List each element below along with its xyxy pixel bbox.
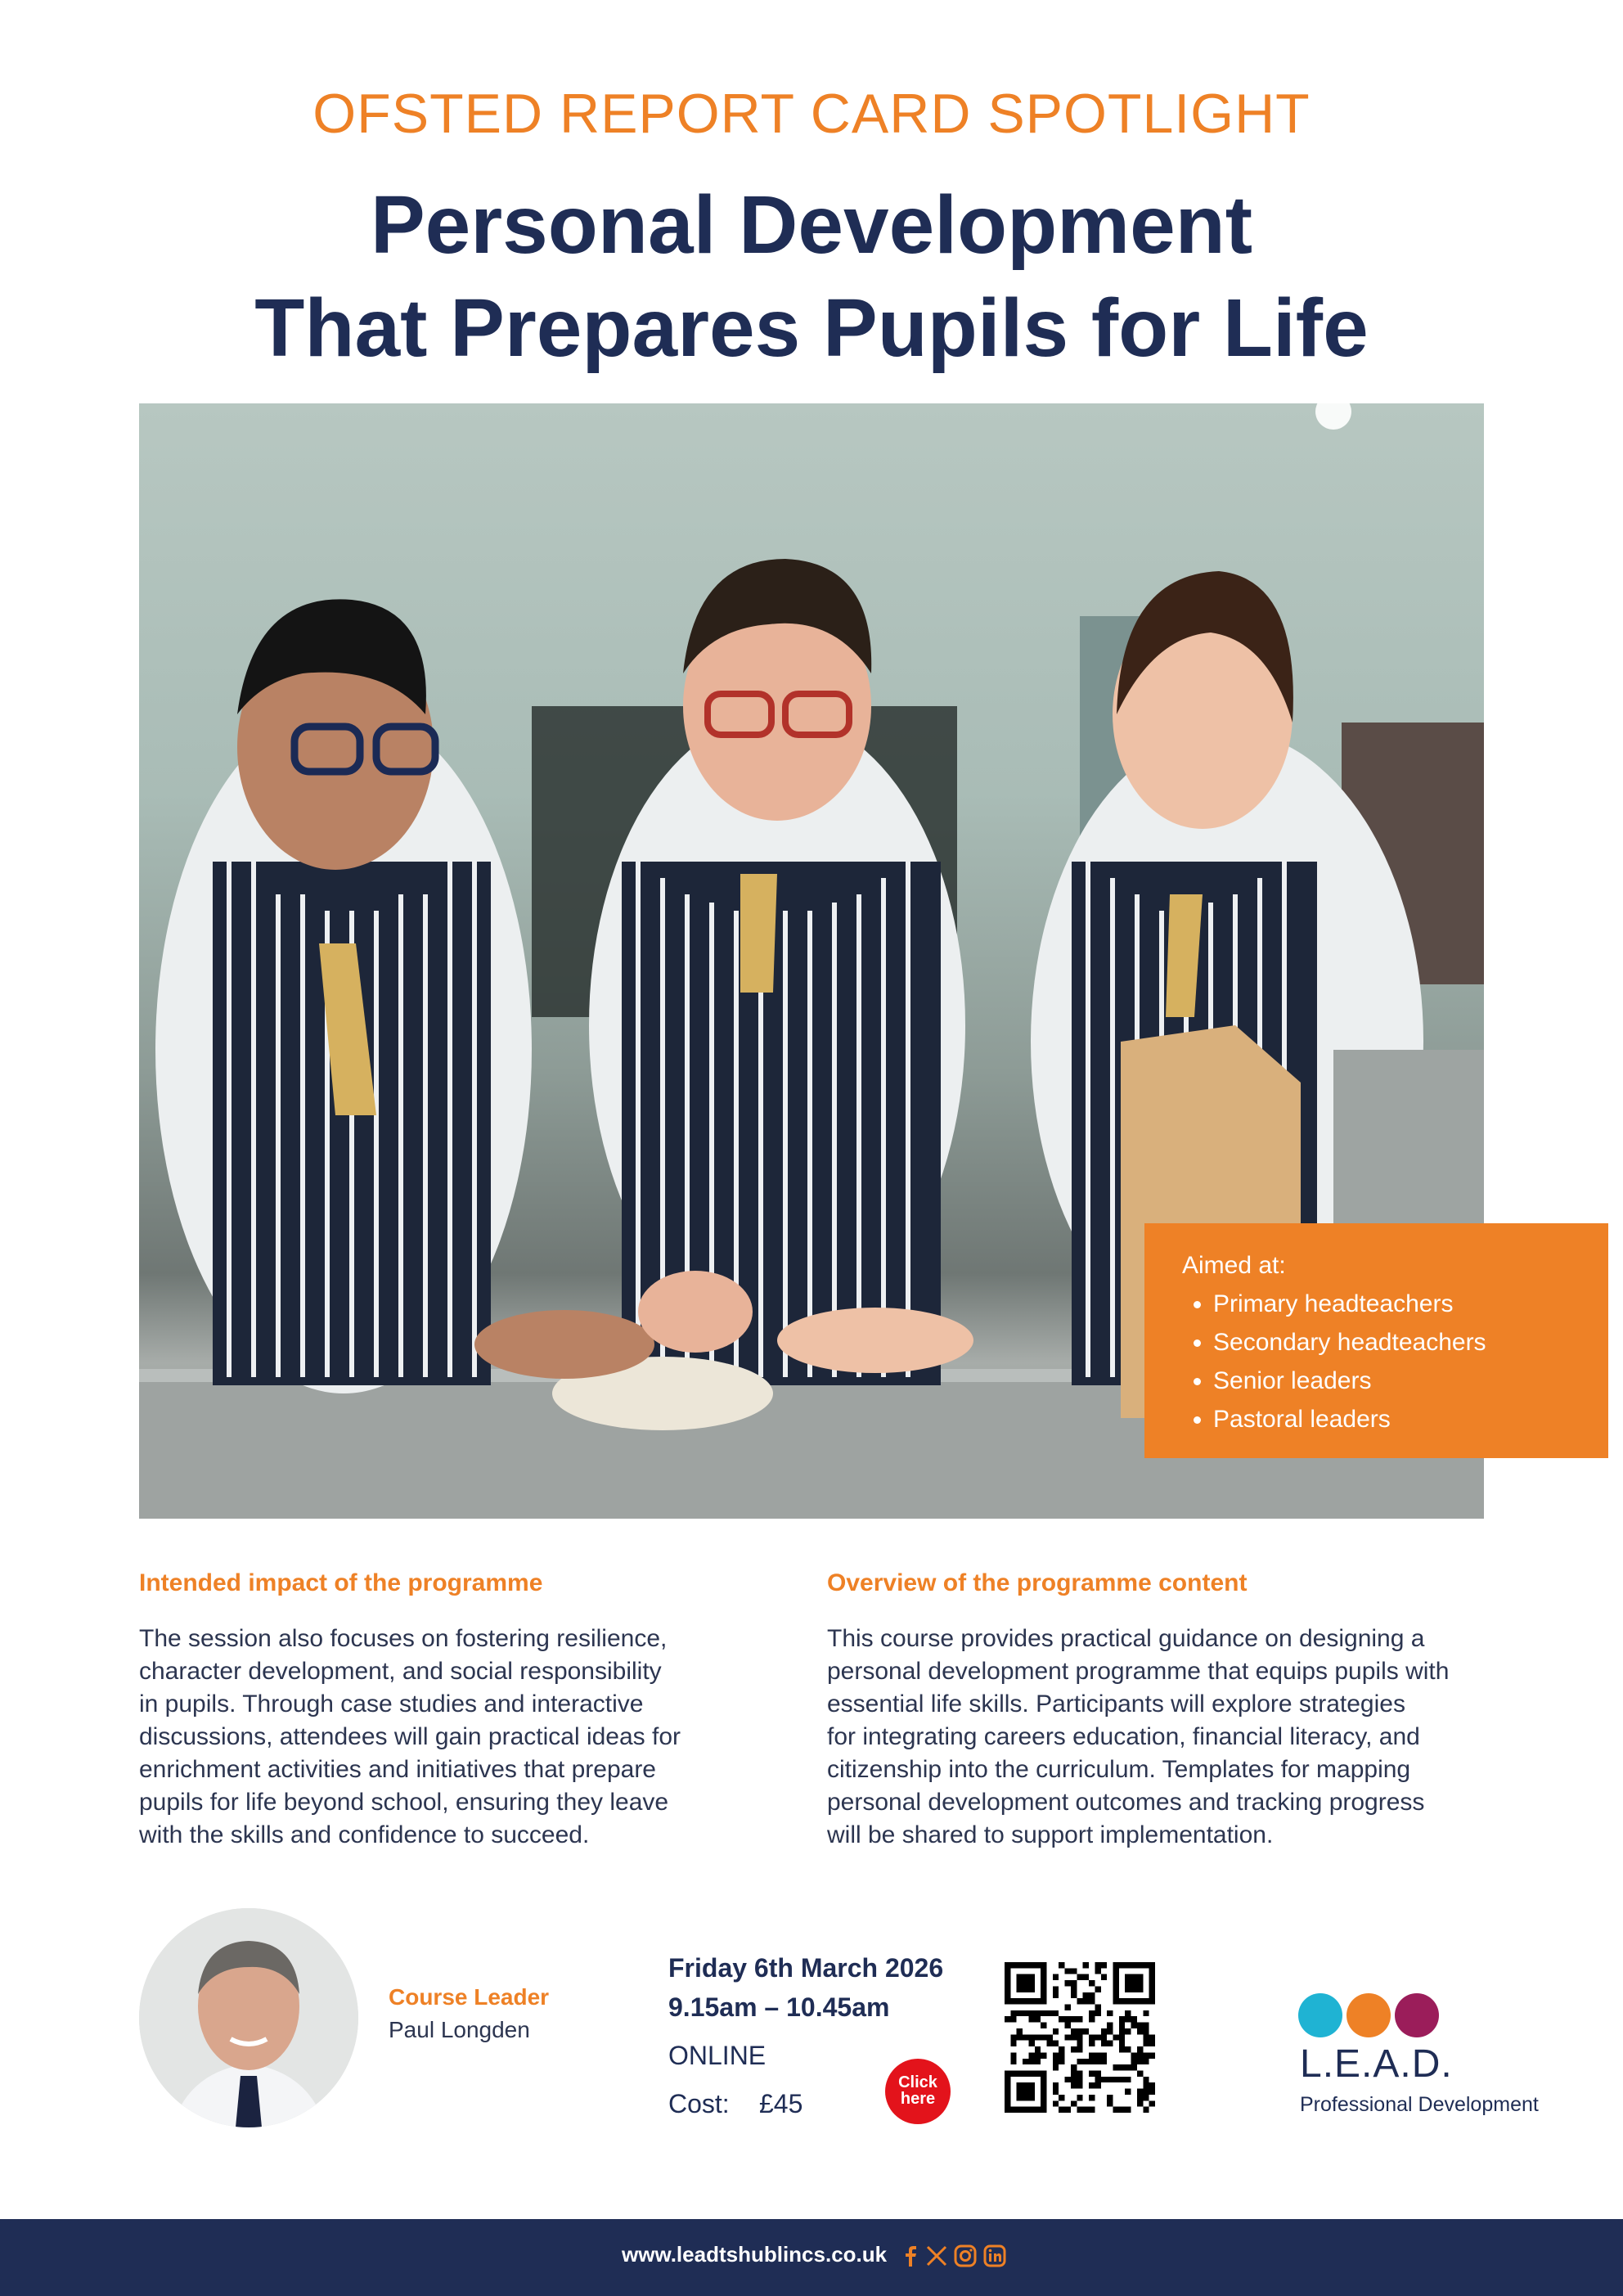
event-time: 9.15am – 10.45am	[668, 1992, 890, 2022]
click-here-line-2: here	[900, 2090, 936, 2108]
aimed-at-heading: Aimed at:	[1182, 1252, 1286, 1279]
overview-line: essential life skills. Participants will explore strategies	[827, 1690, 1405, 1717]
cost-label: Cost:	[668, 2089, 730, 2118]
impact-heading: Intended impact of the programme	[139, 1569, 543, 1596]
overview-line: will be shared to support implementation.	[827, 1821, 1274, 1848]
overview-line: This course provides practical guidance on designing a	[827, 1625, 1425, 1652]
title-line-2: That Prepares Pupils for Life	[254, 282, 1369, 374]
click-here-line-1: Click	[898, 2073, 937, 2091]
overview-body	[827, 1623, 1498, 1852]
footer-website-link[interactable]: www.leadtshublincs.co.uk	[622, 2242, 888, 2267]
overview-heading: Overview of the programme content	[827, 1569, 1248, 1596]
impact-line: The session also focuses on fostering resilience,	[139, 1625, 668, 1652]
event-date: Friday 6th March 2026	[668, 1953, 944, 1983]
impact-line: with the skills and confidence to succeed.	[139, 1821, 590, 1848]
footer-bar	[0, 2219, 1623, 2296]
overview-line: personal development outcomes and tracking progress	[827, 1789, 1425, 1816]
qr-code-icon[interactable]	[1005, 1962, 1155, 2113]
x-icon[interactable]	[924, 2244, 949, 2268]
course-leader-label: Course Leader	[389, 1984, 550, 2010]
impact-body	[139, 1623, 769, 1852]
aimed-at-list	[1182, 1285, 1608, 1438]
course-leader-name: Paul Longden	[389, 2017, 530, 2042]
lead-logo-wordmark: L.E.A.D.	[1300, 2042, 1453, 2086]
event-mode: ONLINE	[668, 2041, 767, 2070]
overview-line: citizenship into the curriculum. Templates for mapping	[827, 1756, 1411, 1783]
aimed-at-box	[1144, 1223, 1608, 1458]
click-here-button[interactable]	[885, 2059, 951, 2124]
avatar-portrait	[139, 1908, 358, 2127]
overview-line: personal development programme that equips pupils with	[827, 1658, 1450, 1685]
linkedin-icon[interactable]	[982, 2244, 1007, 2268]
page-title	[0, 173, 1623, 380]
kicker-title: OFSTED REPORT CARD SPOTLIGHT	[312, 83, 1311, 145]
impact-line: in pupils. Through case studies and interactive	[139, 1690, 644, 1717]
course-leader-avatar	[139, 1908, 358, 2127]
logo-dot-orange	[1347, 1993, 1391, 2037]
overview-line: for integrating careers education, financial literacy, and	[827, 1723, 1420, 1750]
cost-value: £45	[759, 2089, 803, 2118]
aimed-at-item: • Pastoral leaders	[1213, 1400, 1608, 1438]
logo-dot-magenta	[1395, 1993, 1439, 2037]
impact-line: character development, and social responsibility	[139, 1658, 662, 1685]
impact-line: discussions, attendees will gain practical ideas for	[139, 1723, 681, 1750]
facebook-icon[interactable]	[898, 2244, 923, 2268]
lead-logo-tagline: Professional Development	[1300, 2093, 1539, 2116]
impact-line: enrichment activities and initiatives that prepare	[139, 1756, 656, 1783]
impact-line: pupils for life beyond school, ensuring they leave	[139, 1789, 669, 1816]
logo-dot-cyan	[1298, 1993, 1342, 2037]
aimed-at-item: • Primary headteachers	[1213, 1285, 1608, 1323]
title-line-1: Personal Development	[370, 179, 1253, 271]
aimed-at-item: • Secondary headteachers	[1213, 1323, 1608, 1362]
instagram-icon[interactable]	[953, 2244, 978, 2268]
aimed-at-item: • Senior leaders	[1213, 1362, 1608, 1400]
